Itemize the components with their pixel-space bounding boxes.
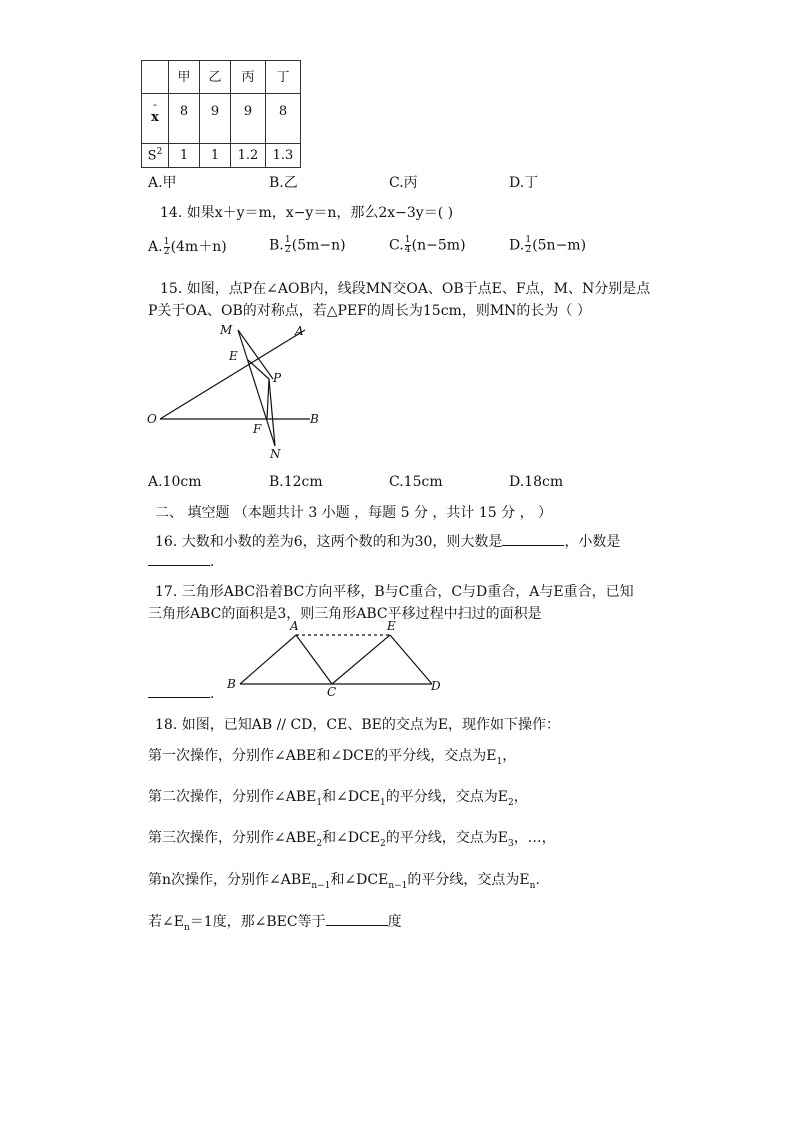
stats-table [141, 60, 301, 168]
segment-mp [238, 330, 273, 379]
segment-ed [390, 635, 432, 684]
label-a: A [290, 619, 299, 633]
op-text: ， [502, 748, 517, 764]
op-text: . [535, 872, 540, 888]
op-sub: 2 [507, 797, 514, 808]
frac-num: 1 [525, 235, 532, 245]
q18-opn [148, 869, 540, 891]
segment-ac [296, 635, 332, 684]
table-cell: 1.2 [231, 144, 266, 168]
q17-answer-line [148, 685, 214, 702]
answer-blank [502, 533, 564, 546]
q18-op3 [148, 827, 556, 849]
frac-num: 1 [404, 235, 411, 245]
q16-line2 [148, 553, 214, 570]
q14-option-b [269, 236, 346, 255]
q16-line1 [155, 531, 620, 551]
label-p: P [273, 371, 282, 385]
fraction [525, 236, 531, 255]
q18-op2 [148, 786, 528, 808]
answer-blank [148, 685, 210, 698]
label-f: F [253, 422, 262, 436]
q17-end: . [210, 686, 215, 702]
op-text: 第二次操作，分别作∠ABE [148, 789, 317, 805]
ray-oa [160, 330, 305, 419]
segment-fp [267, 379, 269, 419]
op-sub: n [529, 880, 536, 891]
mean-bar: - [153, 98, 157, 111]
q14-text: 14. 如果x＋y＝m，x−y＝n，那么2x−3y＝( ) [160, 205, 454, 221]
fraction [405, 236, 411, 255]
op-sub: 1 [316, 797, 323, 808]
table-header-cell: 乙 [200, 61, 231, 94]
q15-line2: P关于OA、OB的对称点，若△PEF的周长为15cm，则MN的长为（ ） [148, 303, 591, 319]
q14-option-c [389, 236, 466, 255]
label-o: O [147, 412, 157, 426]
answer-blank [326, 913, 388, 926]
q17-line1: 17. 三角形ABC沿着BC方向平移，B与C重合，C与D重合，A与E重合，已知 [155, 584, 634, 600]
label-e: E [387, 619, 396, 633]
option-expr: (5n−m) [532, 237, 587, 254]
label-c: C [327, 685, 337, 699]
label-m: M [220, 323, 233, 337]
option-prefix: C. [389, 237, 404, 254]
table-header-cell: 甲 [169, 61, 200, 94]
op-text: 的平分线，交点为E [385, 789, 508, 805]
table-cell: 1 [200, 144, 231, 168]
table-cell: 9 [231, 94, 266, 144]
table-header-cell: 丁 [266, 61, 301, 94]
q13-option-a: A.甲 [148, 175, 177, 191]
op-text: 第n次操作，分别作∠ABE [148, 872, 312, 888]
op-text: ， [513, 789, 528, 805]
frac-num: 1 [163, 236, 170, 247]
label-b: B [227, 677, 236, 691]
op-text: 第一次操作，分别作∠ABE和∠DCE的平分线，交点为E [148, 748, 497, 764]
frac-den: 2 [284, 245, 291, 255]
op-sub: n−1 [388, 880, 408, 891]
op-sub: 1 [379, 797, 386, 808]
q15-option-c: C.15cm [389, 474, 443, 490]
q18-op1 [148, 745, 516, 767]
q16-text-b: ，小数是 [564, 534, 621, 550]
q17-figure [220, 618, 450, 700]
label-n: N [270, 447, 281, 461]
option-prefix: A. [148, 239, 163, 255]
q15-option-d: D.18cm [509, 474, 564, 490]
fraction [285, 236, 291, 255]
fraction [164, 238, 170, 257]
op-text: ，…， [513, 830, 556, 846]
option-prefix: D. [509, 237, 525, 254]
q13-option-b: B.乙 [269, 175, 298, 191]
option-expr: (4m＋n) [170, 239, 227, 255]
segment-ce [332, 635, 390, 684]
op-sub: n [183, 922, 190, 933]
table-header-cell: 丙 [231, 61, 266, 94]
variance-label: S [147, 148, 157, 164]
answer-blank [148, 553, 210, 566]
table-cell: 8 [169, 94, 200, 144]
op-text: 和∠DCE [322, 830, 380, 846]
mean-label-cell [142, 94, 169, 144]
segment-ab [240, 635, 296, 684]
label-e: E [229, 349, 238, 363]
op-text: 第三次操作，分别作∠ABE [148, 830, 317, 846]
q13-option-c: C.丙 [389, 175, 418, 191]
op-text: 和∠DCE [322, 789, 380, 805]
mean-label: x [151, 110, 159, 125]
op-text: 度 [387, 914, 402, 930]
q16-end: . [210, 554, 215, 570]
table-cell: 9 [200, 94, 231, 144]
frac-den: 4 [404, 245, 411, 255]
q15-figure [140, 318, 340, 463]
variance-sup: 2 [156, 147, 163, 157]
op-sub: 2 [316, 838, 323, 849]
table-cell: 1.3 [266, 144, 301, 168]
q14-option-d [509, 236, 586, 255]
table-cell: 1 [169, 144, 200, 168]
q15-line1: 15. 如图，点P在∠AOB内，线段MN交OA、OB于点E、F点，M、N分别是点 [160, 281, 651, 297]
frac-num: 1 [284, 235, 291, 245]
variance-label-cell [142, 144, 169, 168]
op-text: 的平分线，交点为E [385, 830, 508, 846]
op-text: 若∠E [148, 914, 184, 930]
q14-option-a [148, 236, 227, 257]
label-a: A [295, 324, 304, 338]
op-sub: 1 [496, 756, 503, 767]
table-cell: 8 [266, 94, 301, 144]
op-text: ＝1度，那∠BEC等于 [189, 914, 326, 930]
op-text: 的平分线，交点为E [407, 872, 530, 888]
op-sub: 3 [507, 838, 514, 849]
op-sub: n−1 [311, 880, 331, 891]
table-header-cell [142, 61, 169, 94]
section-heading: 二、 填空题 （本题共计 3 小题 ，每题 5 分 ，共计 15 分 ， ） [155, 505, 553, 521]
option-expr: (n−5m) [411, 237, 466, 254]
op-sub: 2 [379, 838, 386, 849]
q15-option-b: B.12cm [269, 474, 323, 490]
q15-option-a: A.10cm [148, 474, 202, 490]
op-text: 和∠DCE [330, 872, 389, 888]
option-expr: (5m−n) [291, 237, 346, 254]
label-d: D [431, 679, 441, 693]
q18-last [148, 911, 402, 933]
q17-line2: 三角形ABC的面积是3，则三角形ABC平移过程中扫过的面积是 [148, 606, 542, 622]
q16-text-a: 16. 大数和小数的差为6，这两个数的和为30，则大数是 [155, 534, 503, 550]
label-b: B [310, 412, 319, 426]
frac-den: 2 [525, 245, 532, 255]
frac-den: 2 [163, 246, 170, 257]
option-prefix: B. [269, 237, 284, 254]
q18-line1: 18. 如图，已知AB // CD，CE、BE的交点为E，现作如下操作： [155, 717, 561, 733]
q13-option-d: D.丁 [509, 175, 539, 191]
